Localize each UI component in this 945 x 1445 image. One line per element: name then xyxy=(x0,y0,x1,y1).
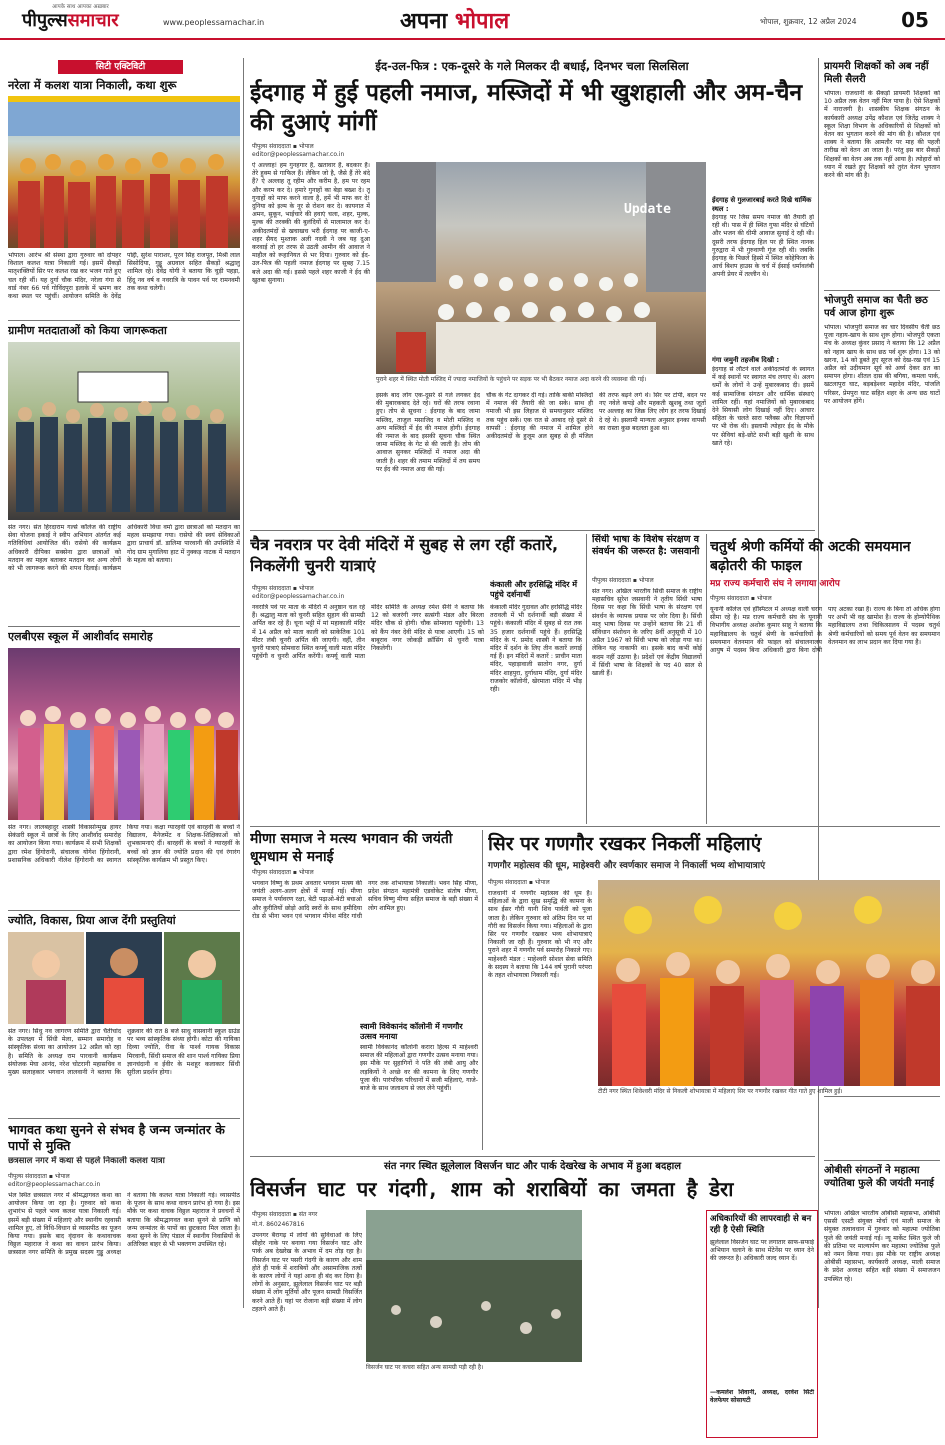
gangaur-byline: पीपुल्स संवाददाता ▪ भोपाल xyxy=(488,879,550,886)
grade4-byline: पीपुल्स संवाददाता ▪ भोपाल xyxy=(710,595,772,602)
lead-col2: इसके बाद लोग एक-दूसरे से गले लगकर ईद की मुबारकबाद देते रहे। घरों की तरफ रवाना हुए। तोप से सूचना : ईदगाह के बाद जामा मस्जिद, ताजुल मसाजिद व मोती मस्जिद व अन्य मस्जिदों में ईद की नमाज होगी। ईदगाह की नमाज के बाद इसकी सूचना चौक स्थित जामा मस्जिद के गेट से की जाती है। तोप की आवाज सुनकर मस्जिदों में नमाज अदा की जाती है। शहर की तमाम मस्जिदों में तय समय पर ईद की नमाज अदा की गई। xyxy=(376,392,480,473)
gangaur-subtitle: गणगौर महोत्सव की धूम, माहेश्वरी और स्वर्णकार समाज ने निकालीं भव्य शोभायात्राएं xyxy=(488,861,766,871)
lead-side-title2: गंगा जमुनी तहजीब दिखी : xyxy=(712,356,780,364)
navratri-email[interactable]: editor@peoplessamachar.co.in xyxy=(252,593,345,600)
ghat-byline: पीपुल्स संवाददाता ▪ संत नगर xyxy=(252,1211,318,1218)
page-number: 05 xyxy=(893,6,937,34)
left-story5-text: भेल स्थित छत्रसाल नगर में श्रीमद्भागवत कथा का आयोजन किया जा रहा है। गुरुवार को कथा शुभारंभ से पहले भव्य कलश यात्रा निकाली गई। इसमें बड़ी संख्या में महिलाएं और स्थानीय रहवासी शामिल हुए, तो विधि-विधान से व्यासपीठ का पूजन किया गया। इसके बाद वृंदावन के कथावाचक विठ्ठल महाराज ने कथा का वाचन प्रारंभ किया। छत्रसाल नगर समिति के प्रमुख सदस्य गुड्डू अध्यक्ष ने बताया कि कलश यात्रा निकाली गई। व्यासपीठ के पूजन के साथ कथा वाचन प्रारंभ हो गया है। इस मौके पर कथा वाचक विठ्ठल महाराज ने प्रवचनों में बताया कि श्रीमद्भागवत कथा सुनने से प्राणि को जन्म जन्मांतर के पापों का छुटकारा मिल जाता है। कथा सुनने के लिए पंडाल में स्थानीय निवासियों के अतिरिक्त बाहर से भी भक्तगण उपस्थित रहे। xyxy=(8,1192,240,1257)
eid-prayer-illustration xyxy=(376,162,706,374)
ghat-kicker: संत नगर स्थित झूलेलाल विसर्जन घाट और पार्क देखरेख के अभाव में हुआ बदहाल xyxy=(383,1161,681,1172)
navratri-byline: पीपुल्स संवाददाता ▪ भोपाल xyxy=(252,585,314,592)
eid-prayer-photo xyxy=(376,162,706,374)
lead-col1: ऐ अल्लाह! हम गुनहगार हैं, खतावार हैं, बदकार हैं। तेरे हुक्म से गाफिल हैं। लेकिन जो है, जैसे हैं तेरे बंदे हैं? ऐ अल्लाह तू रहीम और करीम है, हम पर रहम और करम कर दे। हमारे गुनाहों का बेड़ा बख्श दे। तू गुनाहों को माफ करने वाला है, हमें भी माफ कर दे! दुनिया को इल्म के नूर से रोशन कर दे। कायनात में अमन, सुकून, भाईचारे की हवाएं चला, शहर, मुल्क, मुल्क की तरक्की की बुलंदियों से मालामाल कर दे। अकीदतमंदों से खचाखच भरी ईदगाह पर काजी-ए-शहर सैयद मुश्ताक अली नदवी ने जब यह दुआ करवाई तो हर तरफ से उठती आमीन की आवाज ने माहौल को रूहानियत से भर दिया। गुरुवार को ईद-उल-फित्र की पहली नमाज ईदगाह पर सुबह 7.15 बजे अदा की गई। इससे पहले शहर काजी ने ईद की खुतबा सुनाया। xyxy=(252,162,370,284)
lead-headline: ईदगाह में हुई पहली नमाज, मस्जिदों में भी खुशहाली और अम-चैन की दुआएं मांगीं xyxy=(250,80,803,136)
meena-title: मीणा समाज ने मत्स्य भगवान की जयंती धूमधाम से मनाई xyxy=(250,831,453,865)
lead-side-text1: ईदगाह पर जिस समय नमाज की तैयारी हो रही थी। पास में ही स्थित गुफा मंदिर से घंटियों और भजन की धीमी आवाज सुनाई दे रही थी। दूसरी तरफ ईदगाह हिल पर ही स्थित नानक गुरुद्वारा में भी गुरुवाणी गूंज रही थी। जबकि ईदगाह के पिछले हिस्से में स्थित कोहेफिजा के आर्च बिशप हाउस के चर्च में ईसाई धर्मावलंबी अपनी प्रेयर में तल्लीन थे। xyxy=(712,214,814,279)
left-story2-text: संत नगर। संत हिरदाराम गर्ल्स कॉलेज की राष्ट्रीय सेवा योजना इकाई ने स्वीप अभियान अंतर्गत कई गतिविधियां आयोजित कीं। रासेयो की कार्यक्रम अधिकारी दीपिका सक्सेना द्वारा छात्राओं को मतदान का महत्व बताकर मतदान कर अन्य लोगों को भी जागरूक करने की शपथ दिलाई। कार्यक्रम अधिकारी विधा वर्मा द्वारा छात्राओं को मतदान का महत्व समझाया गया। रासेयो की स्वयं सेविकाओं द्वारा प्राचार्य डॉ. डालिमा पारवानी की उपस्थिति में गोद ग्राम मुगालिया हाट में नुक्कड़ नाटक में मतदान के महत्व को बताया। xyxy=(8,524,240,573)
left-story3-title: एलबीएस स्कूल में आशीर्वाद समारोह xyxy=(8,630,153,643)
left-story2-title: ग्रामीण मतदाताओं को किया जागरूकता xyxy=(8,324,167,337)
kankali-title: कंकाली और हरसिद्धि मंदिर में पहुंचे दर्शनार्थी xyxy=(490,580,578,599)
left-story4-title: ज्योति, विकास, प्रिया आज देंगी प्रस्तुतियां xyxy=(8,914,176,927)
gangaur-procession-photo xyxy=(598,880,940,1086)
gangaur-title: सिर पर गणगौर रखकर निकलीं महिलाएं xyxy=(488,833,762,855)
left-story1-text: भोपाल। आरंभ श्री संस्था द्वारा गुरुवार को दोपहर विशाल कलश यात्रा निकाली गई। इसमें सैकड़ों मातृशक्तियों सिर पर कलश रख कर भजन गाते हुए चल रही थीं। यह दुर्गा चौक मंदिर, नरेला गंगा से वार्ड नंबर 66 पर्व गोविंदपुरा इलाके में भ्रमण कर कथा स्थल पर पहुंचीं। आयोजन समिति के देवेंद्र पोद्दी, सुरेश पाराशर, पूरन सिंह राजपूत, मिश्री लाल सिसोदिया, गुड्डू अग्रवाल सहित सैकड़ों श्रद्धालु शामिल रहे। देवेंद्र योगी ने बताया कि चुड़ी पहड़ा, हिंदू नव वर्ष व नवरात्रि के पावन पर्व पर रामनवमी तक कथा चलेगी। xyxy=(8,252,240,301)
paper-logo xyxy=(22,8,119,32)
meena-text: भगवान विष्णु के प्रथम अवतार भगवान मत्स्य की जयंती अलग-अलग क्षेत्रों में मनाई गई। मीणा समाज ने पर्यावरण रक्षा, बेटी पढ़ाओ-बेटी बचाओ और कुरीतियों छोड़ो आदि स्वरों के साथ हमीदिया रोड से भीना भवन एवं भगवान मीनेश मंदिर गांधी नगर तक शोभायात्रा निकाली। भवन सिंह मीणा, प्रदेश संगठन महामंत्री एडवोकेट संतोष मीणा, सचिव विष्णु मीणा सहित समाज के बड़ी संख्या में लोग शामिल हुए। xyxy=(252,880,478,920)
left-story1-title: नरेला में कलश यात्रा निकाली, कथा शुरू xyxy=(8,78,177,92)
meena-byline: पीपुल्स संवाददाता ▪ भोपाल xyxy=(252,869,314,876)
lead-byline: पीपुल्स संवाददाता ▪ भोपाल xyxy=(252,143,314,150)
section-title-a: अपना xyxy=(400,9,448,34)
masthead xyxy=(0,0,945,40)
lead-col3: चौक के गेट दागकर दी गई। ताकि बाकी मस्जिदों में नमाज की तैयारी की जा सके। साथ ही नमाजी भी इस लिहाज से समयानुसार मस्जिद तक पहुंच सकें। एक रात से आबाद रहे दूसरे से वापसी : ईदगाह की नमाज में शामिल होने अकीदतमंदों के हुजूम अल सुबह से ही मंजिल की तरफ बढ़ने लगे थे। सिर पर टोपी, बदन पर नए नवेले कपड़े और महकती खुशबू तथा जूतों पर अल्लाह का जिक्र लिए लोग हर तरफ दिखाई दे रहे थे। इस्लामी मान्यता अनुसार इनका वापसी का रास्ता कुछ बदलता हुआ था। xyxy=(486,392,706,441)
kalash-yatra-illustration xyxy=(8,96,240,248)
performers-illustration xyxy=(8,932,240,1024)
left-story4-text: संत नगर। सिंधु नव जागरण समिति द्वारा चैतीचांद के उपलक्ष्य में सिंधी मेला, सम्मान समारोह व सांस्कृतिक संध्या का आयोजन 12 अप्रैल को रहा है। समिति के अध्यक्ष राम पारवानी कार्यक्रम संयोजक मेघा आनंद, नरेश चोटरानी महासचिव व मुख्य सलाहकार भगवान लालवानी ने बताया कि शुक्रवार की रात 8 बजे साधु वासवानी स्कूल ग्राउंड पर भव्य सांस्कृतिक संध्या होगी। कोटा की गायिका दिव्या ज्योति, रीवा के पार्श्व गायक विकास मिरवानी, सिंधी समाज की शान पार्श्व गायिका प्रिया ज्ञानचंदानी व ईवीर के मशहूर कलाकार सिंधी सुरीला प्रदर्शन होगा। xyxy=(8,1028,240,1077)
kalash-yatra-photo xyxy=(8,96,240,248)
city-activity-badge: सिटी एक्टिविटी xyxy=(58,60,183,74)
lead-email[interactable]: editor@peoplessamachar.co.in xyxy=(252,151,345,158)
grade4-subtitle: मप्र राज्य कर्मचारी संघ ने लगाया आरोप xyxy=(710,579,840,589)
section-title-b: भोपाल xyxy=(454,9,510,34)
left-story3-text: संत नगर। लालबहादुर शास्त्री विकासोन्मुख हायर सेकंडरी स्कूल में छात्रों के लिए आशीर्वाद समारोह का आयोजन किया गया। कार्यक्रम में सभी शिक्षकों द्वारा रमेश हिंगोरानी, संचालक योगेश हिंगोरानी, प्रशासनिक अधिकारी नीलेश हिंगोरानी का स्वागत किया गया। कक्षा ग्यारहवीं एवं बारहवीं के बच्चों ने विद्यालय, मैनेजमेंट व शिक्षक-शिक्षिकाओं को शुभकामनाएं दीं। बारहवीं के बच्चों ने ग्यारहवीं के बच्चों को ज्ञान की ज्योति प्रदान की एवं रंगारंग सांस्कृतिक कार्यक्रम भी प्रस्तुत किए। xyxy=(8,824,240,864)
gangaur-text: राजधानी में गणगौर महोत्सव की धूम है। महिलाओं के द्वारा सुख समृद्धि की कामना के साथ ईसर गौरी यानी शिव पार्वती को पूजा जाता है। लेकिन गुरुवार को अंतिम दिन पर मां गौरी का विसर्जन किया गया। महिलाओं के द्वारा सिर पर गणगौर रखकर भव्य शोभायात्राएं निकाली जा रही हैं। गुरुवार को भी नए और पुराने शहर में गणगौर पर्व समारोह निकाले गए। माहेश्वरी मंडल : माहेश्वरी सोशल सेवा समिति के सदस्य ने बताया कि 144 वर्ष पुरानी परंपरा के तहत शोभायात्रा निकाली गई। xyxy=(488,890,592,980)
lbs-school-illustration xyxy=(8,648,240,820)
gangaur-caption: टीटी नगर स्थित शिवेश्वरी मंदिर से निकली शोभायात्रा में महिलाएं सिर पर गणगौर रखकर गीत गाते हुए शामिल हुईं। xyxy=(598,1088,843,1095)
ghat-box-sign: —कमलेश शिवानी, अध्यक्ष, दरवेश सिटी वेलफेयर सोसायटी xyxy=(710,1389,814,1405)
eid-photo-caption: पुराने शहर में स्थित मोती मस्जिद में ज्यादा नमाजियों के पहुंचने पर सड़क पर भी बैठकर नमाज अदा करने की व्यवस्था की गई। xyxy=(376,376,647,383)
ghat-text-cont2 xyxy=(588,1210,702,1438)
gangaur-text-cont xyxy=(598,1098,818,1150)
right-story2-title: भोजपुरी समाज का चैती छठ पर्व आज होगा शुरू xyxy=(824,295,928,319)
ghat-title: विसर्जन घाट पर गंदगी, शाम को शराबियों का जमता है डेरा xyxy=(250,1177,734,1201)
meena-text-cont xyxy=(252,1022,356,1150)
gangaur-colony-title: स्वामी विवेकानंद कॉलोनी में गणगौर उत्सव मनाया xyxy=(360,1022,463,1041)
ghat-side-box xyxy=(706,1210,818,1438)
right-story1-text: भोपाल। राजधानी के सैकड़ों प्रायमरी शिक्षकों को 10 अप्रैल तक वेतन नहीं मिल पाया है। ऐसे शिक्षकों में नाराजगी है। शासकीय शिक्षक संगठन के कार्यकारी अध्यक्ष उपेंद्र कौशल एवं जितेंद्र शाक्य ने स्कूल शिक्षा विभाग के अधिकारियों से शिक्षकों को वेतन का भुगतान करने की मांग की है। कौशल एवं शाक्य ने बताया कि आमतौर पर माह की पहली तारीख को वेतन आ जाता है। परंतु इस बार सैकड़ों शिक्षकों का वेतन अब तक नहीं आया है। त्योहारों को ध्यान में रखते हुए शिक्षकों को तुरंत वेतन भुगतान करने की मांग की है। xyxy=(824,90,940,180)
issue-date: भोपाल, शुक्रवार, 12 अप्रैल 2024 xyxy=(760,17,857,26)
right-story2-text: भोपाल। भोजपुरी समाज का चार दिवसीय चैती छठ पूजा नहाय-खाय के साथ शुरू होगा। भोजपुरी एकता मंच के अध्यक्ष कुंवर प्रसाद ने बताया कि 12 अप्रैल को नहाय खाय के साथ छठ पर्व शुरू होगा। 13 को खरना, 14 को डूबते हुए सूरज को देख-रख एवं 15 अप्रैल को उदीयमान सूर्य को अर्घ्य देकर व्रत का समापन होगा। शीतल दास की बगिया, कमला पार्क, खटलापुरा घाट, बड़बड़ेश्वर महादेव मंदिर, पांजलि परिसर, प्रेमपुरा घाट सहित शहर के अन्य छठ घाटों पर आयोजन होंगे। xyxy=(824,324,940,405)
lbs-school-photo xyxy=(8,648,240,820)
left-story5-title: भागवत कथा सुनने से संभव है जन्म जन्मांतर के पापों से मुक्ति xyxy=(8,1122,225,1153)
ghat-caption: विसर्जन घाट पर कचरा सहित अन्य सामग्री पड़ी रही है। xyxy=(366,1364,484,1371)
navratri-text: नवरात्रि पर्व पर माता के मंदिरों में अनुष्ठान चल रहे हैं। श्रद्धालु माता को चुनरी सहित सुहाग की सामग्री अर्पित कर रहे हैं। चूना भट्टी में मां महाकाली मंदिर में 14 अप्रैल को माता काली को साकेतिक 101 मीटर लंबी चुनरी अर्पित की जाएगी। वहीं, तीन चुनरी यात्राएं सोमवारा स्थित कर्फ्यू वाली माता मंदिर पहुंचेंगी व चुनरी अर्पित करेंगी। कर्फ्यू वाली माता मंदिर समिति के अध्यक्ष रमेश सैनी ने बताया कि 12 को बजरंगी नगर सत्संगी मंडल और बिरला मंदिर चौक से होगी। चौक सोमवारा पहुंचेगी। 13 को कैंप नंबर देवी मंदिर से यात्रा आएगी। 15 को बाबूराव नगर जोकड़ी क्रॉसिंग से चुनरी यात्रा निकलेगी। xyxy=(252,604,484,661)
ghat-phone: मो.नं. 8602467816 xyxy=(252,1221,305,1228)
right-story1-title: प्रायमरी शिक्षकों को अब नहीं मिली सैलरी xyxy=(824,61,929,85)
section-title xyxy=(400,5,509,35)
ghat-text: उपनगर बैरागढ़ में लोगों की सुविधाओं के लिए सीहोर नाके पर बनाया गया विसर्जन घाट और पार्क अब देखरेख के अभाव में दम तोड़ रहा है। विसर्जन घाट पर पसरी गंदगी के कारण और शाम होते ही पार्क में शराबियों और असामाजिक तत्वों के कारण लोगों ने यहां आना ही बंद कर दिया है। लोगों के अनुसार, झूलेलाल विसर्जन घाट पर बड़ी संख्या में लोग मूर्तियों और पूजन सामग्री विसर्जित करने आते हैं। यहां पर रोजाना बड़ी संख्या में लोग टहलने आते हैं। xyxy=(252,1232,362,1313)
lead-side-title1: ईदगाह से गुलजारबाई करते दिखे धार्मिक स्थल : xyxy=(712,196,812,213)
sindhi-title: सिंधी भाषा के विशेष संरक्षण व संवर्धन की जरूरत है: जसवानी xyxy=(592,534,700,557)
left-story5-email[interactable]: editor@peoplessamachar.co.in xyxy=(8,1181,101,1188)
ghat-garbage-illustration xyxy=(366,1210,582,1362)
ghat-box-text: झूलेलाल विसर्जन घाट पर लगातार साफ-सफाई अभियान चलाने के साथ मेंटेनेंस पर ध्यान देने की जरूरत है। अधिकारी जल्द ध्यान दें। xyxy=(710,1239,814,1263)
ghat-box-title: अधिकारियों की लापरवाही से बन रही है ऐसी स्थिति xyxy=(710,1214,812,1235)
lead-kicker: ईद-उल-फित्र : एक-दूसरे के गले मिलकर दी बधाई, दिनभर चला सिलसिला xyxy=(375,59,689,73)
ghat-text-cont xyxy=(366,1376,582,1438)
site-url[interactable]: www.peoplessamachar.in xyxy=(163,18,265,27)
gangaur-procession-illustration xyxy=(598,880,940,1086)
right-filler xyxy=(824,1100,940,1160)
kankali-text: कंकाली मंदिर गुदावल और हरसिद्धि मंदिर तरावली में भी दर्शनार्थी बड़ी संख्या में पहुंचे। कंकाली मंदिर में सुबह से रात तक 35 हजार दर्शनार्थी पहुंचे हैं। हरसिद्धि मंदिर के पं. प्रमोद शास्त्री ने बताया कि मंदिर में दर्शन के लिए तीन कतारें लगाई गई हैं। इन मंदिरों में कतारें : प्राचीन माता मंदिर, पहाड़ावाली सातोग नगर, दुर्गा मंदिर शाहपुरा, दुर्गाधाम मंदिर, दुर्गा मंदिर राजकोर कॉलोनी, खेरमाता मंदिर में भीड़ रही। xyxy=(490,604,582,694)
gangaur-colony-text: स्वामी विवेकानंद कॉलोनी करारा हिल्स में माहेश्वरी समाज की महिलाओं द्वारा गणगौर उत्सव मनाया गया। इस मौके पर सुहागिनों ने पति की लंबी आयु और लड़कियों ने अच्छे वर की कामना के लिए गणगौर पूजा की। पारंपरिक परिधानों में सजी महिलाएं, गाजे-बाजे के साथ जलाशय से जल लेने पहुंचीं। xyxy=(360,1044,478,1093)
logo-left: पीपुल्स xyxy=(22,10,68,31)
obc-text: भोपाल। अखिल भारतीय ओबीसी महासभा, ओबीसी एससी एसटी संयुक्त मोर्चा एवं माली समाज के संयुक्त तत्वावधान में गुरुवार को महात्मा ज्योतिबा फुले की जयंती मनाई गई। न्यू मार्केट स्थित फुले जी की प्रतिमा पर माल्यार्पण कर महात्मा ज्योतिबा फुले को नमन किया गया। इस मौके पर राष्ट्रीय अध्यक्ष ओबीसी महासभा, कार्यकारी अध्यक्ष, माली समाज के प्रदेश अध्यक्ष सहित बड़ी संख्या में समाजजन उपस्थित रहे। xyxy=(824,1210,940,1283)
left-story5-subtitle: छत्रसाल नगर में कथा से पहले निकाली कलश यात्रा xyxy=(8,1156,165,1166)
sindhi-byline: पीपुल्स संवाददाता ▪ भोपाल xyxy=(592,577,654,584)
grade4-title: चतुर्थ श्रेणी कर्मियों की अटकी समयमान बढ़ोतरी की फाइल xyxy=(710,539,911,574)
obc-title: ओबीसी संगठनों ने महात्मा ज्योतिबा फुले की जयंती मनाई xyxy=(824,1165,934,1189)
lead-side-text2: ईदगाह से लौटने वाले अकीदतमंदों के स्वागत में कई स्थानों पर स्वागत मंच लगाए थे। अलग धर्मों के लोगों ने उन्हें मुबारकबाद दी। इसमें कई सामाजिक संगठन और धार्मिक संस्थाएं शामिल रहीं। यहां नमाजियों को मुबारकबाद देने सियासी लोग दिखाई नहीं दिए। आचार संहिता के चलते सारा फ्लैक्स और विज्ञापनों पर भी रोक थी। इस्लामी त्योहार ईद के मौके पर सेवियां बड़े-छोटे सभी बड़ी खुशी के साथ खाते रहे। xyxy=(712,366,814,447)
sindhi-text: संत नगर। अखिल भारतीय सिंधी समाज के राष्ट्रीय महासचिव सुरेश जसवानी ने तृतीय सिंधी भाषा दिवस पर कहा कि सिंधी भाषा के संरक्षण एवं संवर्धन के व्यापक प्रयास पर जोर दिया है। सिंधी मातृ भाषा दिवस पर उन्होंने बताया कि 21 वीं संविधान संशोधन के जरिए 8वीं अनुसूची में 10 अप्रैल 1967 को सिंधी भाषा को जोड़ा गया था। लेकिन यह नाकाफी था। इसके बाद कभी कोई कदम नहीं उठाया है। प्रदेशों एवं केंद्रीय विद्यालयों में सिंधी भाषा के शिक्षकों के पद 40 साल से खाली हैं। xyxy=(592,588,702,678)
performers-photo xyxy=(8,932,240,1024)
voter-awareness-illustration xyxy=(8,342,240,520)
ghat-garbage-photo xyxy=(366,1210,582,1362)
update-tag: Update xyxy=(624,202,671,217)
left-story5-byline: पीपुल्स संवाददाता ▪ भोपाल xyxy=(8,1173,70,1180)
navratri-title: चैत्र नवरात्र पर देवी मंदिरों में सुबह से लग रहीं कतारें, निकलेंगी चुनरी यात्राएं xyxy=(250,535,559,575)
grade4-text: यूनानी कॉलेज एवं हॉस्पिटल में अध्यक्ष वाली चरण सीमा रहे है। मप्र राज्य कर्मचारी संघ के यूनानी विभागीय अध्यक्ष अशोक कुमार साहू ने बताया कि महाविद्यालय के चतुर्थ श्रेणी के कर्मचारियों के समयमान वेतनमान की फाइल को संचालनालय आयुष में पदस्थ बिना अधिकारी द्वारा बिना दोषी पाए अटका रखा है। राज्य के बिना तो अधिक होगा पर अभी भी वह खामोश है। राज्य के होम्योपैथिक महाविद्यालय तथा चिकित्सालय में पदस्थ चतुर्थ श्रेणी कर्मचारियों को समय पूर्व वेतन का समयमान वेतनमान का लाभ प्रदान कर दिया गया है। xyxy=(710,606,940,655)
voter-awareness-photo xyxy=(8,342,240,520)
paper-tagline: आपके साथ आपका अख़बार xyxy=(52,4,109,10)
logo-right: समाचार xyxy=(67,10,119,31)
